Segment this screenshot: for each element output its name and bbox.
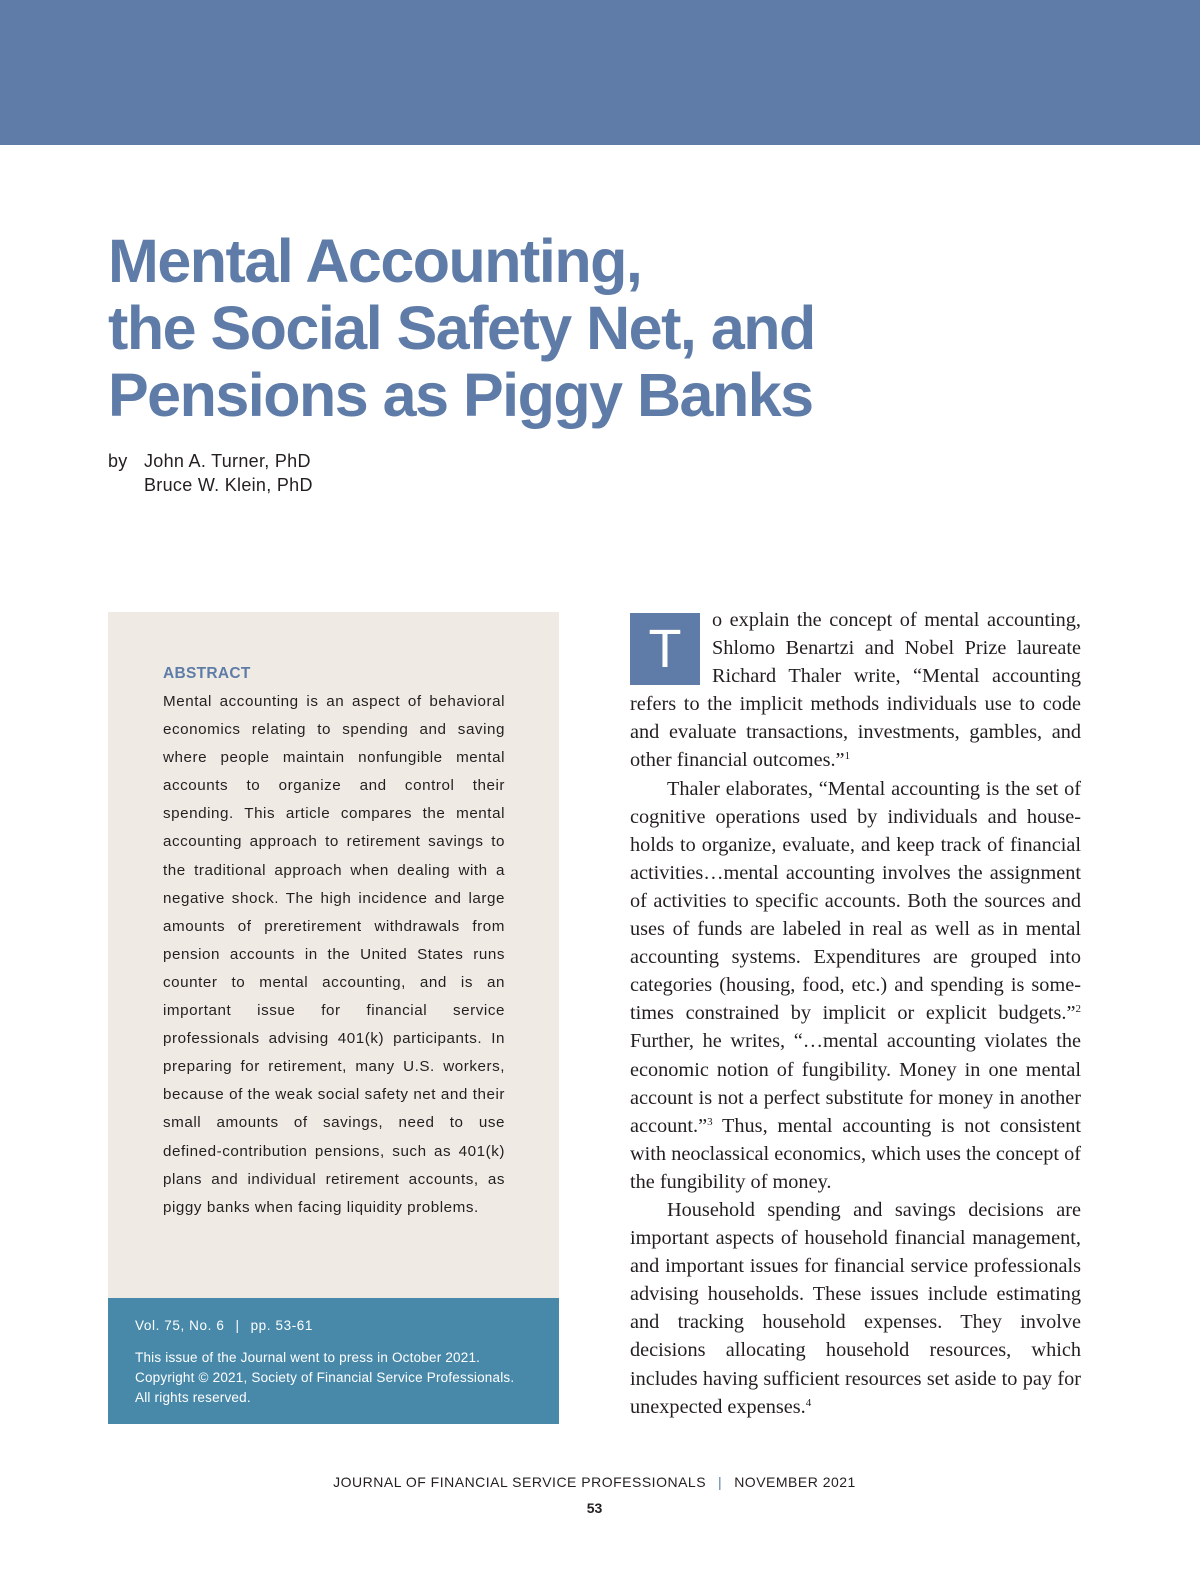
body-paragraph <box>630 1196 1081 1421</box>
body-paragraph <box>630 606 1081 775</box>
issue-date: NOVEMBER 2021 <box>734 1474 856 1490</box>
paragraph-text: Further, he writes, “…mental accounting violates the economic notion of fungibility. Money in one mental account is not a perfect substitute for money in another account.” <box>630 1030 1081 1137</box>
article-body <box>630 606 1081 1421</box>
author-list <box>144 449 313 497</box>
byline-by: by <box>108 451 128 471</box>
copyright-text: Copyright © 2021, Society of Financial Service Professionals. <box>135 1370 515 1385</box>
footnote-ref[interactable]: 3 <box>707 1115 713 1128</box>
author-name: John A. Turner, PhD <box>144 451 311 471</box>
press-note: This issue of the Journal went to press in October 2021. <box>135 1350 481 1365</box>
page-footer <box>0 1474 1189 1490</box>
page-number: 53 <box>586 1500 603 1516</box>
title-line: Mental Accounting, <box>108 227 642 295</box>
issue-info-box <box>108 1298 559 1424</box>
paragraph-text: Household spending and savings decisions are important aspects of household financial management, and important issues for financial service professionals advising households. These issues include estimating and tracking household expenses. They involve decisions allocating household resources, which includes having sufficient resources set aside to pay for unexpected expenses. <box>630 1198 1081 1418</box>
abstract-text: Mental accounting is an aspect of behavioral economics relating to spending and saving where people maintain nonfungible mental accounts to organize and control their spending. This article compares the mental accounting approach to retirement savings to the traditional approach when dealing with a negative shock. The high incidence and large amounts of preretirement withdrawals from pension accounts in the United States runs counter to mental accounting, and is an important issue for financial service professionals advising 401(k) participants. In preparing for retirement, many U.S. workers, because of the weak social safety net and their small amounts of savings, need to use defined-contribution pensions, such as 401(k) plans and individual retirement accounts, as piggy banks when facing liquidity problems. <box>163 693 505 1216</box>
abstract-heading: ABSTRACT <box>163 665 251 682</box>
footnote-ref[interactable]: 4 <box>805 1396 812 1409</box>
title-line: Pensions as Piggy Banks <box>108 361 813 429</box>
paragraph-text: Thaler elaborates, “Mental accounting is the set of cognitive operations used by individuals and households to organize, evaluate, and keep track of financial activities…mental accounting involves the assignment of activities to specific accounts. Both the sources and uses of funds are labeled in real as well as in mental accounting systems. Expenditures are grouped into categories (housing, food, etc.) and spending is sometimes constrained by implicit or explicit budgets.” <box>630 777 1081 1025</box>
article-title <box>108 228 1008 429</box>
issue-volume: Vol. 75, No. 6 <box>135 1318 225 1333</box>
author-name: Bruce W. Klein, PhD <box>144 475 313 495</box>
issue-volume-line <box>135 1318 313 1333</box>
paragraph-text: Thus, mental accounting is not consistent with neoclassical economics, which uses the concept of the fungibility of money. <box>630 1114 1081 1193</box>
footnote-ref[interactable]: 1 <box>844 750 851 763</box>
issue-note <box>135 1348 545 1408</box>
footnote-ref[interactable]: 2 <box>1075 1003 1081 1016</box>
title-line: the Social Safety Net, and <box>108 294 815 362</box>
drop-cap: T <box>630 613 700 685</box>
rights-text: All rights reserved. <box>135 1390 251 1405</box>
body-paragraph <box>630 775 1081 1196</box>
abstract-box <box>108 612 559 1298</box>
paragraph-text: o explain the concept of mental accounting, Shlomo Benartzi and Nobel Prize laureate Richard Thaler write, “Mental accounting refers to the implicit methods individuals use to code and evaluate transactions, investments, gambles, and other financial outcomes.” <box>630 609 1081 772</box>
issue-separator: | <box>235 1318 240 1333</box>
footer-separator: | <box>718 1474 723 1490</box>
header-band <box>0 0 1200 145</box>
issue-pages: pp. 53-61 <box>250 1318 314 1333</box>
journal-name: JOURNAL OF FINANCIAL SERVICE PROFESSIONALS <box>333 1474 707 1490</box>
